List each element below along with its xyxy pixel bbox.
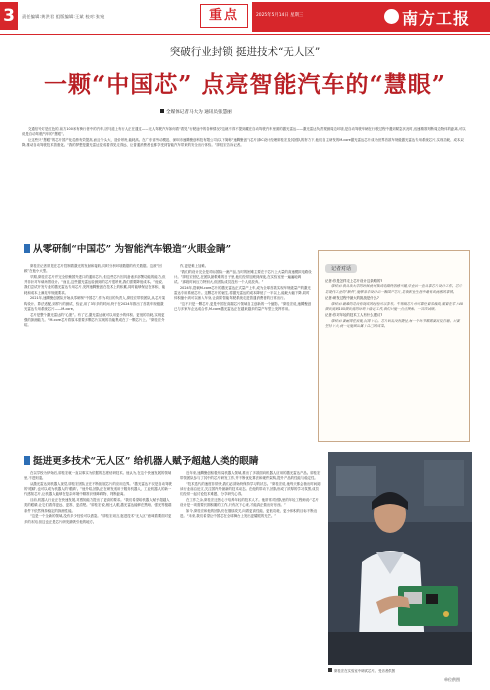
newspaper-logo-icon [384,9,399,24]
photo-caption: 廖桂宏在实验室中调试芯片。受访者供图 [328,668,472,673]
body-paragraph: “我们的设计完全是对标国际一流产品,当时的困难主要在于芯片上大量的高速模拟电路设计。”廖桂宏回忆,在团队最艰难的日子里,他们经常加班到深夜,在实验室里一遍遍地调试。“那段时间压力特别大,但团队成员没有一个人说放弃。” [174,269,312,285]
subhead-bar-icon [24,456,30,465]
body-paragraph: 在工作之余,廖桂宏还热心于培养年轻的技术人才。他常常对团队里的年轻工程师说:“芯片设计是一项需要长期积累的工作,只有沉下心来,才能真正做出好东西。” [180,498,319,508]
article-headline: 一颗“中国芯” 点亮智能汽车的“慧眼” [44,71,446,98]
interview-answer: 廖桂宏:最难的是没有现成的经验可以参考。车规级芯片对可靠性要求极高,需要在零下40摄氏度到105摄氏度的环境下稳定工作,我们只能一点点摸索、一次次试错。 [325,301,463,312]
body-paragraph: 作,更是难上加难。 [180,264,209,268]
page-number: 3 [0,2,18,30]
section-heading-text: 挺进更多技术“无人区” 给机器人赋予超越人类的眼睛 [33,456,259,467]
header-divider [0,34,490,35]
section-heading [24,241,231,255]
body-paragraph: 从激光雷达到机器人视觉,廖桂宏团队正在不断拓展芯片的应用边界。“激光雷达不仅是自动驾驶的‘眼睛’,也可以成为机器人的‘眼睛’。”他介绍,团队正在研发适用于服务机器人、工业机器人的新一代感知芯片,让机器人能够在复杂环境中精准识别障碍物、判断距离。 [24,482,172,497]
editor-info: 责任编辑:黄洪君 组版编辑:王斌 校对:张宛 [22,14,105,19]
lead-paragraph: 让这些只“慧眼”的芯片国产化趋势有效提高,而且个头大、造价昂贵,能耗高。在广东省劳动模范、深圳市速腾聚创科技有限公司(以下简称“速腾聚创”)芯片部IC设计经理廖桂宏及其团队的努力下,他们自主研发的M-core激光雷达芯片成为世界首款车规级激光雷达专用系统芯片,实现功耗、成本双降,推动自动驾驶技术普惠化。“我的梦想是激光雷达变成看得见走得远、让普通消费者也都享受到智能汽车带来的安全出行体验。”廖桂宏告诉记者。 [22,138,464,148]
article-photo [328,452,472,665]
publication-date: 2025年5月14日 星期三 [256,13,304,18]
subhead-bar-icon [24,244,30,253]
section-heading [24,453,258,467]
body-paragraph: “这是一个全新的领域,没有多少经验可以借鉴。”廖桂宏坦言,挺进技术“无人区”意味着要面对更多的未知,但这也正是芯片研发最吸引他的地方。 [24,514,172,524]
sidebar-tab-label: 记者对话 [325,264,357,273]
article-kicker: 突破行业封锁 挺进技术“无人区” [169,46,321,58]
section2-column-2 [180,471,322,520]
body-paragraph: 2024年,搭载M-core芯片的激光雷达正式量产上车,成为全球首款实现车规级量产的激光雷达专用系统芯片。这颗芯片的诞生,将激光雷达的成本降低了一半以上,能耗大幅下降,同时体积缩小到可以嵌入车身,让高阶智能驾驶系统走进普通消费者的日常出行。 [174,286,311,301]
interview-sidebar [318,250,470,442]
sidebar-body [325,279,463,330]
body-paragraph: 早期,廖桂宏芯片并完全依赖国外进口的通用芯片,但这些芯片因具备诸多部署功能的能力,但并非针对车载场景设计。“而且,这些激光雷达检测到的芯片很昂贵,我们需要降低成本。”他说,我们尝试开发专业的激光雷达专用芯片,发挥速腾聚创在技术上的积累,同时能够保证在体积、能耗和成本上满足车规级要求。 [24,275,166,295]
body-paragraph: 2021年,速腾聚创团队开始从零研制“中国芯”,作为项目的负责人,廖桂宏带领团队,从芯片架构设计、算法适配,到样片的测试、验证,用了3年多的时间,终于在2024年推出了首款车规级激光雷达专用系统芯片——M-core。 [24,296,166,311]
photo-credit: 单位供图 [444,677,460,682]
body-paragraph: “技术迭代的速度非常快,我们必须始终保持学习的状态。”廖桂宏说,他每天都会抽出时间阅读行业前沿论文,关注国内外最新的技术动态。在他的带动下,团队形成了浓厚的学习氛围,成员们经常一起讨论技术难题、分享研究心得。 [180,482,321,497]
interview-question: 记者:研发过程中最大的挑战是什么? [325,296,379,301]
body-paragraph: 廖桂宏记者常见在芯片控制着激光的发射和接收,同时分析环境数据的有关数据。这被“回顾”在他小大型。 [24,264,162,274]
interview-question: 记者:你是怎样走上芯片设计这条路的? [325,279,383,283]
body-paragraph: 近年来,速腾聚创积极布局机器人领域,推出了多款面向机器人应用的激光雷达产品。廖桂宏带领团队参与了其中的芯片研发工作,并不断优化算法和硬件架构,提升产品的性能与稳定性。 [180,471,321,481]
section2-column-1 [24,471,172,525]
interview-answer: 廖桂宏:我从读大学的时候就对集成电路特别感兴趣,毕业后一直从事芯片设计工作。芯片是现代工业的“粮食”,能够亲手设计出一颗国产芯片,是我职业生涯中最有成就感的事情。 [325,284,463,294]
page-header [0,0,490,34]
article-lead [22,127,468,149]
body-paragraph: 如今,廖桂宏和他的团队仍在继续攻关,向着更高性能、更低功耗、更小体积的目标不断迈进。“未来,我们希望让中国芯在全球舞台上发出更耀眼的光芒。” [180,509,317,519]
interview-answer: 廖桂宏:要耐得住寂寞,沉得下心。芯片研发没有捷径,每一个环节都需要反复打磨。只要坚持下去,就一定能做出属于自己的成果。 [325,318,460,329]
lead-paragraph: 交通信号灯是红色的,前方100米有骑行者中的汽车,因马道上有行人正在通过——无人驾驶汽车如何看“看见”行驶途中的各种情况?这就不得不提到藏在自动驾驶汽车里面的激光雷达——激光雷达负责观测周边环境,是自动驾驶车辆在行驶过程中遇到紧急状况时,迅速精准判断周边物体的距离,可以说是自动驾驶汽车的“慧眼”。 [22,127,466,137]
section1-column-1 [24,264,166,329]
body-paragraph: 在以学校为伊始后,廖桂宏就一直以事实为依据的态度钻研技术。他认为,在这个快速发展的领域里,不进则退。 [24,471,172,481]
article-byline: 全媒体记者马大为 通讯员张慧丽 [160,109,232,115]
section-heading-text: 从零研制“中国芯” 为智能汽车锻造“火眼金睛” [33,244,232,255]
body-paragraph: “这不只是一颗芯片,更是中国在高端芯片领域自主创新的一个缩影。”廖桂宏说,速腾聚创已与多家车企达成合作,M-core激光雷达正在越来越多的量产车型上发挥作用。 [174,302,312,312]
newspaper-name: 南方工报 [402,9,471,28]
section1-column-2 [174,264,312,313]
body-paragraph: 芯片是整个激光雷达的“心脏”。有了它,激光雷达就可以用更小的体积、更低的功耗,实现更强的探测能力。“M-core芯片将原本需要多颗芯片实现的功能集成在了一颗芯片上。”廖桂宏介绍。 [24,312,165,328]
section-badge: 重点 [200,4,248,28]
interview-question: 记者:你对年轻的技术工人有什么建议? [325,313,383,318]
body-paragraph: 目前,机器人行业正在快速发展,对感知能力提出了更高的要求。“我们希望给机器人赋予超越人类的眼睛,让它们看得更远、更准、更清楚。”廖桂宏说,相比人眼,激光雷达能够在黑暗、强光等极端条件下依然保持稳定的探测性能。 [24,498,172,513]
engineer-at-lab-image [328,452,472,665]
